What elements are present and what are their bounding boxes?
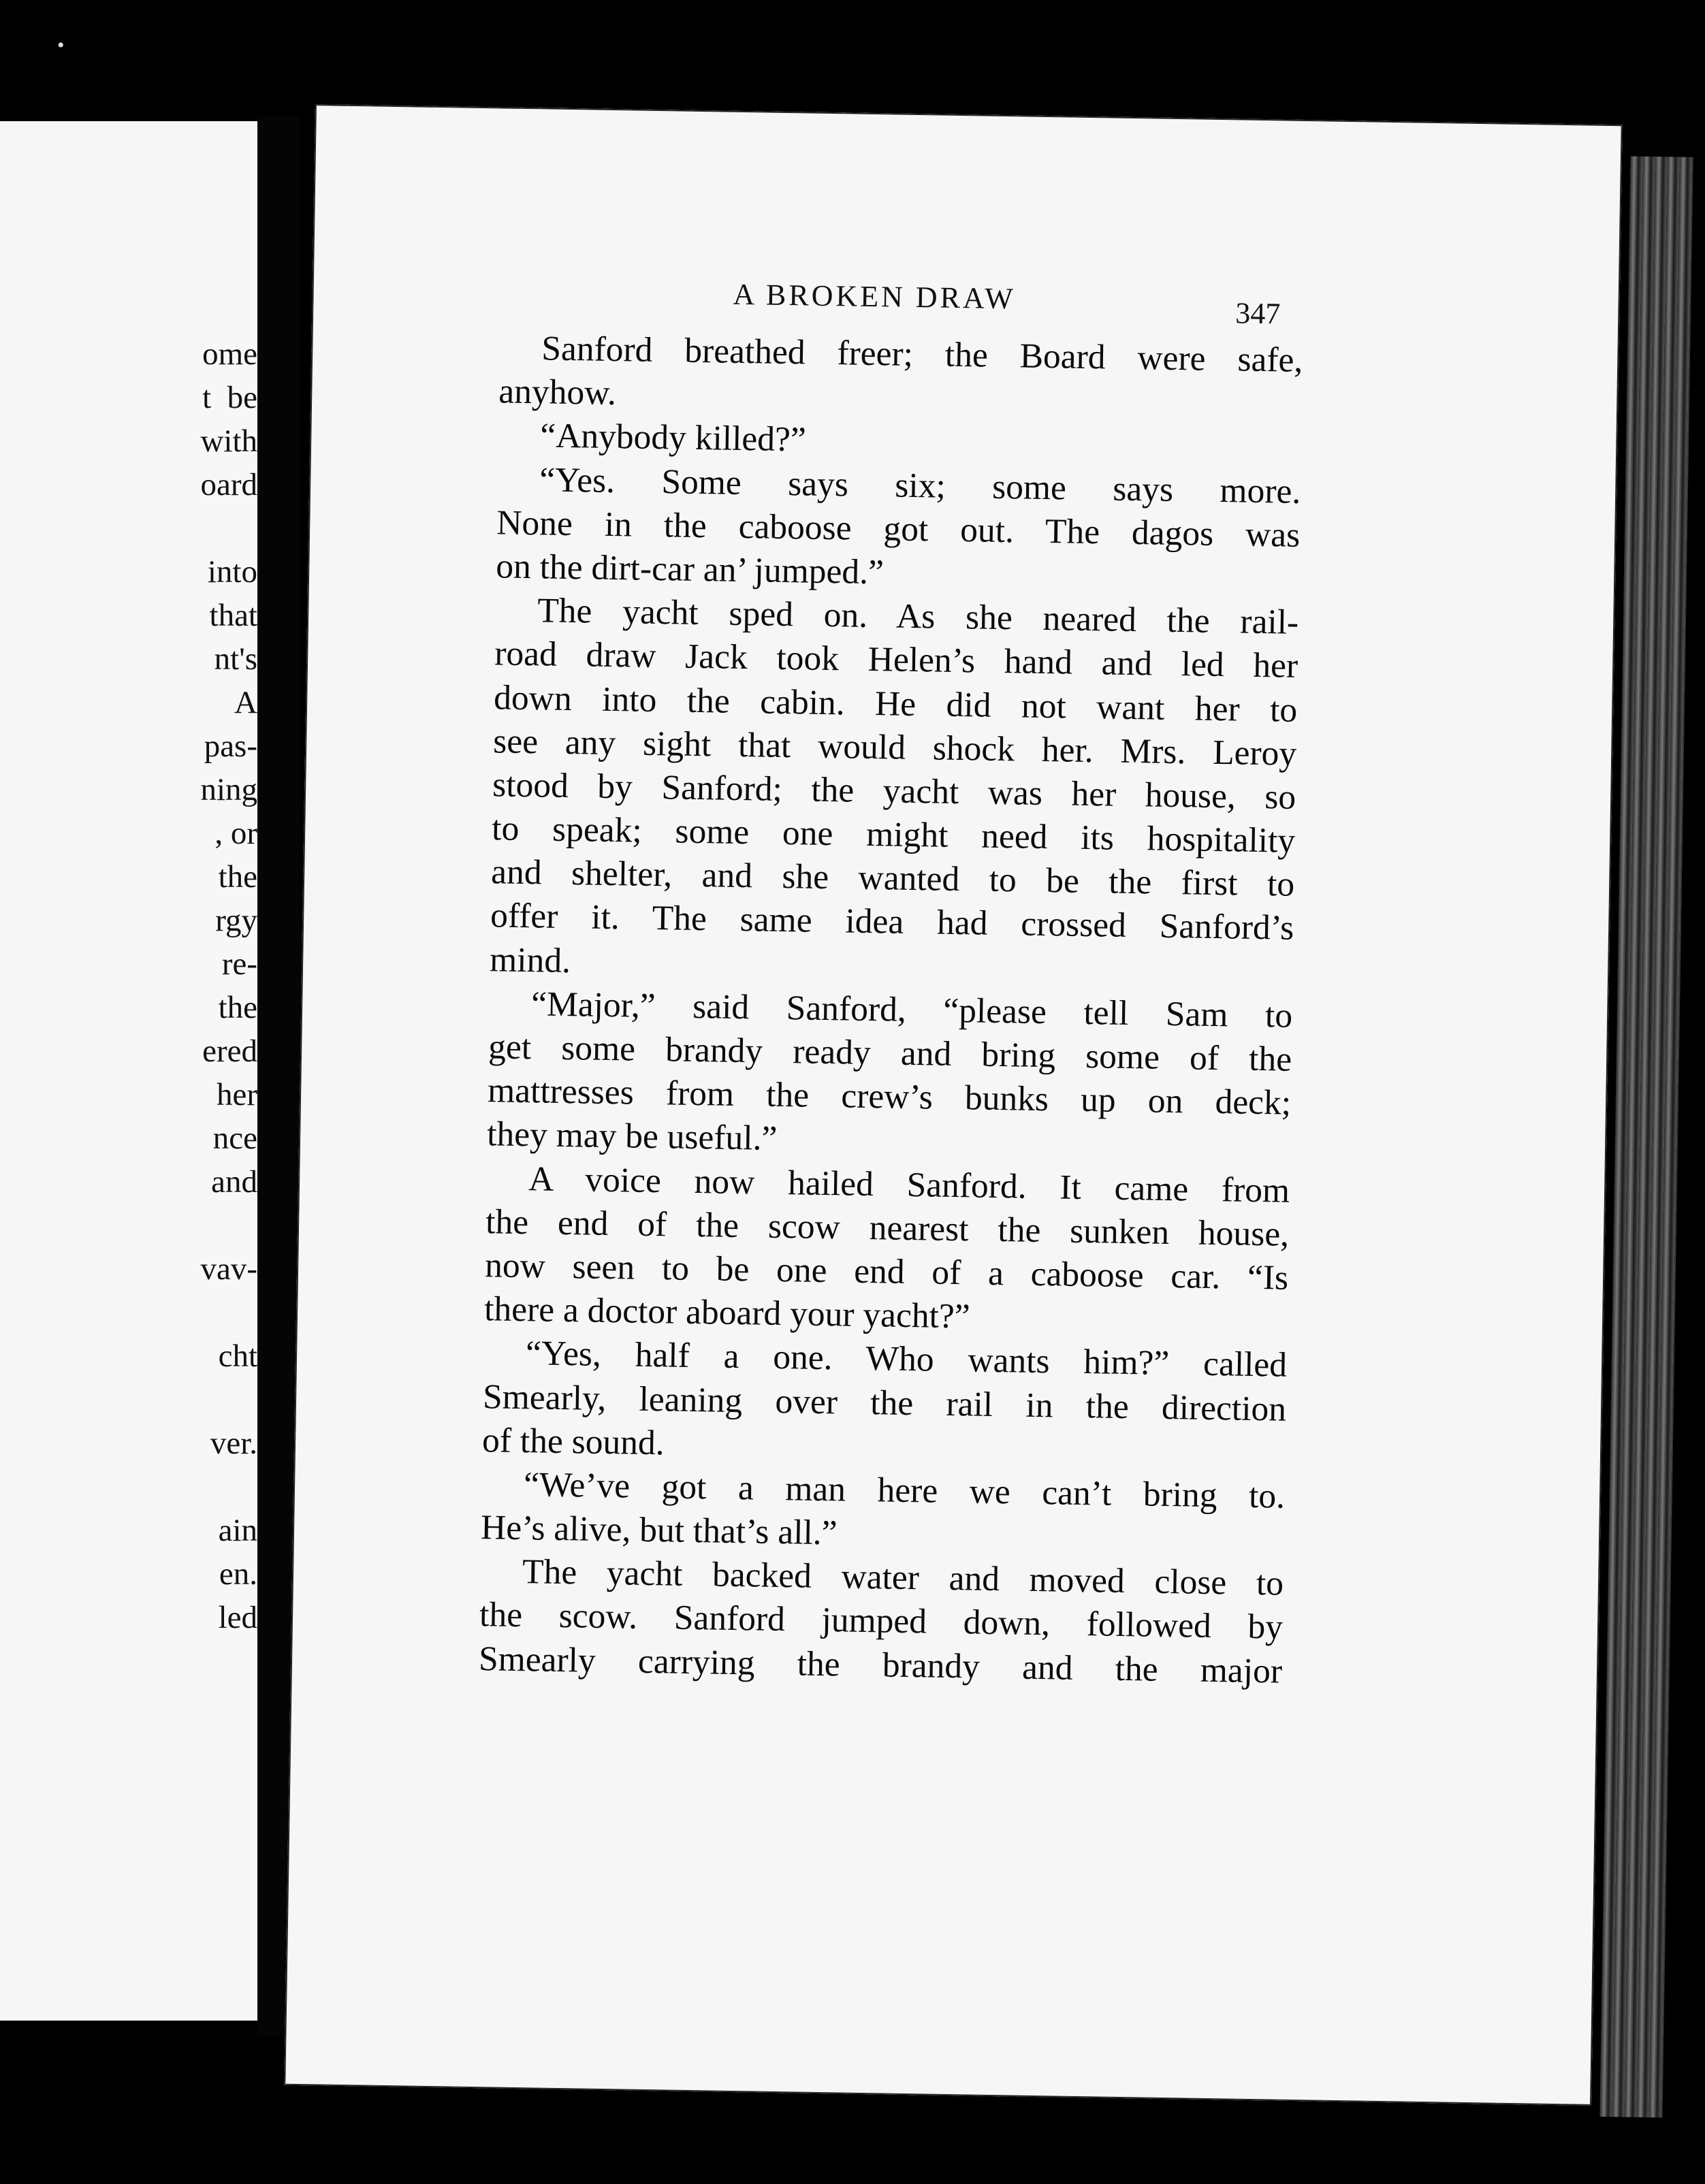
left-page-fragment: ain — [218, 1513, 257, 1548]
text-line: “Major,” said Sanford, “please tell Sam to — [530, 984, 1293, 1035]
text-line: He’s alive, but that’s all.” — [480, 1508, 838, 1553]
text-line: The yacht sped on. As she neared the rail- — [537, 591, 1299, 643]
left-page-fragment: ver. — [210, 1426, 257, 1461]
text-line: down into the cabin. He did not want her to — [493, 677, 1298, 730]
text-line: they may be useful.” — [486, 1114, 778, 1159]
left-page-fragment: A — [234, 685, 257, 720]
text-line: to speak; some one might need its hospitality — [491, 809, 1296, 861]
text-line: mattresses from the crew’s bunks up on deck; — [487, 1071, 1292, 1123]
left-page-fragment: that — [209, 598, 257, 633]
text-line: anyhow. — [498, 372, 617, 413]
text-line: get some brandy ready and bring some of the — [488, 1027, 1292, 1079]
left-page-fragment: ered — [202, 1033, 257, 1069]
text-line: the end of the scow nearest the sunken house, — [485, 1202, 1290, 1254]
left-page-fragment: re- — [221, 946, 257, 982]
text-line: mind. — [489, 940, 571, 980]
left-page-fragment: and — [211, 1164, 257, 1200]
text-line: there a doctor aboard your yacht?” — [483, 1289, 971, 1336]
left-page-fragment: into — [207, 554, 257, 590]
left-page-fragment: the — [218, 990, 257, 1025]
left-page-fragment: with — [200, 423, 257, 459]
left-page-fragment: vav- — [200, 1251, 257, 1287]
left-page-fragment — [200, 1204, 257, 1247]
left-page-fragment — [200, 1378, 257, 1422]
text-line: “Yes, half a one. Who wants him?” called — [525, 1334, 1288, 1385]
text-line: road draw Jack took Helen’s hand and led her — [494, 634, 1298, 686]
left-page-fragment: , or — [214, 816, 257, 851]
left-page-fragment: ome — [202, 336, 257, 372]
left-page-fragment: rgy — [215, 903, 257, 938]
left-page-fragment — [200, 1291, 257, 1334]
text-line: on the dirt-car an’ jumped.” — [495, 547, 885, 592]
text-line: offer it. The same idea had crossed Sanford’s — [490, 896, 1294, 948]
text-line: The yacht backed water and moved close to — [522, 1552, 1284, 1603]
left-page-fragment: oard — [200, 467, 257, 502]
left-page-fragment: the — [218, 859, 257, 895]
text-line: “Yes. Some says six; some says more. — [539, 460, 1301, 511]
text-line: “We’ve got a man here we can’t bring to. — [523, 1465, 1286, 1516]
running-head: A BROKEN DRAW — [733, 277, 1017, 316]
left-page-text-fragments — [200, 332, 257, 1639]
left-page-fragment: pas- — [204, 728, 257, 764]
text-line: None in the caboose got out. The dagos was — [496, 503, 1301, 555]
text-line: Sanford breathed freer; the Board were safe, — [541, 329, 1303, 380]
text-line: Smearly, leaning over the rail in the direction — [482, 1377, 1287, 1429]
left-page-fragment: nce — [212, 1121, 257, 1156]
left-page-fragment: cht — [218, 1338, 257, 1374]
left-page-fragment: nt's — [214, 641, 257, 677]
left-page-fragment — [200, 1465, 257, 1509]
right-page — [284, 104, 1622, 2106]
left-page-fragment: t be — [202, 380, 257, 415]
left-facing-page — [0, 121, 261, 2021]
text-line: now seen to be one end of a caboose car. “Is — [484, 1246, 1289, 1298]
page-number: 347 — [1234, 296, 1281, 331]
text-line: see any sight that would shock her. Mrs. Leroy — [492, 722, 1297, 773]
left-page-fragment: en. — [219, 1556, 257, 1592]
text-line: and shelter, and she wanted to be the first to — [490, 852, 1295, 905]
text-line: of the sound. — [481, 1420, 665, 1463]
text-line: Smearly carrying the brandy and the major — [478, 1639, 1283, 1691]
left-page-fragment: her — [216, 1077, 257, 1112]
text-line: A voice now hailed Sanford. It came from — [528, 1159, 1290, 1210]
text-line: “Anybody killed?” — [539, 416, 807, 460]
scan-speck: • — [57, 34, 65, 57]
left-page-fragment: led — [218, 1600, 257, 1635]
text-line: stood by Sanford; the yacht was her house, so — [492, 765, 1296, 817]
left-page-fragment — [200, 507, 257, 550]
page-body-text — [479, 326, 1303, 1693]
left-page-fragment: ning — [200, 772, 257, 807]
text-line: the scow. Sanford jumped down, followed by — [479, 1595, 1284, 1648]
